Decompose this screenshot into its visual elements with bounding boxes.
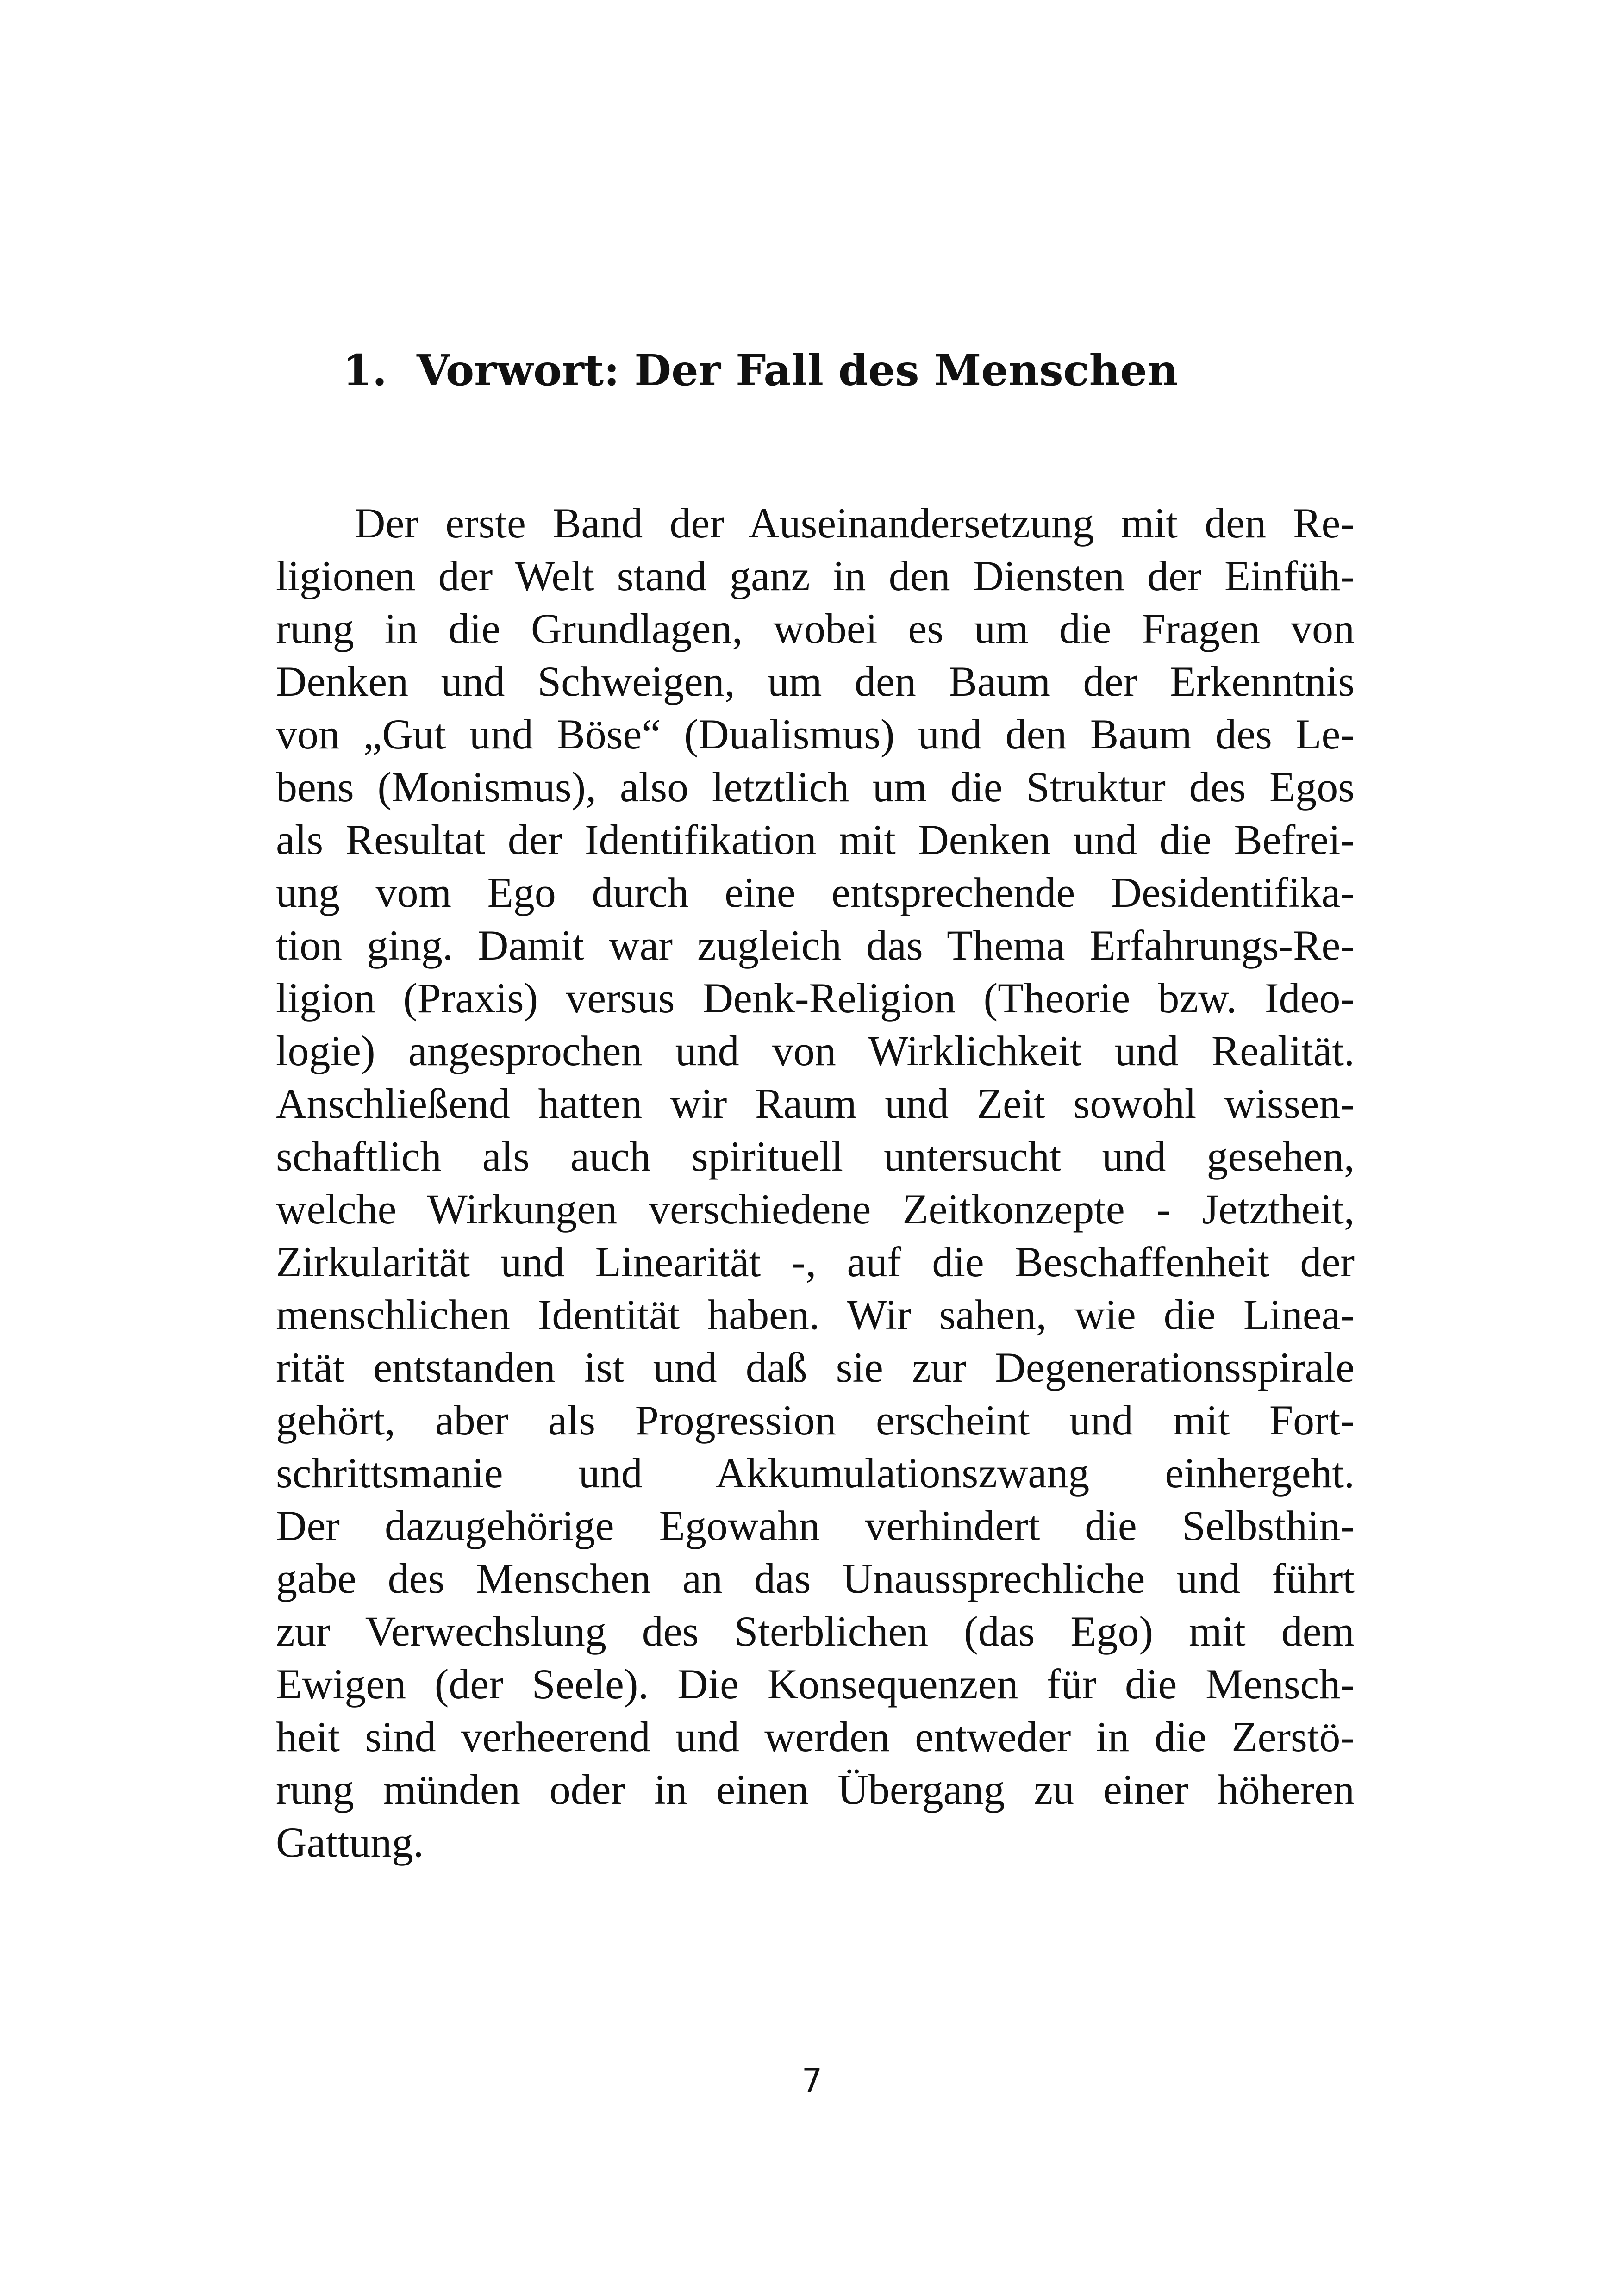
paragraph-line: ligionen der Welt stand ganz in den Diensten der Einfüh- <box>276 552 1355 599</box>
chapter-heading <box>343 324 1454 417</box>
paragraph-line: Zirkularität und Linearität -, auf die Beschaffenheit der <box>276 1238 1355 1285</box>
paragraph-line: menschlichen Identität haben. Wir sahen, wie die Linea- <box>276 1291 1355 1338</box>
paragraph-line: zur Verwechslung des Sterblichen (das Ego) mit dem <box>276 1608 1355 1655</box>
paragraph-line: ung vom Ego durch eine entsprechende Desidentifika- <box>276 869 1355 916</box>
paragraph-line: gehört, aber als Progression erscheint und mit Fort- <box>276 1397 1355 1444</box>
paragraph-line: Gattung. <box>276 1819 424 1866</box>
paragraph-line: heit sind verheerend und werden entweder in die Zerstö- <box>276 1713 1355 1760</box>
paragraph-line: Ewigen (der Seele). Die Konsequenzen für die Mensch- <box>276 1660 1355 1708</box>
paragraph-line: gabe des Menschen an das Unaussprechliche und führt <box>276 1555 1355 1602</box>
paragraph-line: schaftlich als auch spirituell untersucht und gesehen, <box>276 1133 1355 1180</box>
paragraph-line: Anschließend hatten wir Raum und Zeit sowohl wissen- <box>276 1080 1355 1127</box>
paragraph-line: ligion (Praxis) versus Denk-Religion (Theorie bzw. Ideo- <box>276 974 1355 1022</box>
page-number: 7 <box>801 2062 823 2100</box>
chapter-number: 1. <box>343 345 387 395</box>
paragraph-line: welche Wirkungen verschiedene Zeitkonzepte - Jetztheit, <box>276 1185 1355 1233</box>
paragraph-line: rung in die Grundlagen, wobei es um die Fragen von <box>276 605 1355 652</box>
paragraph-line: Denken und Schweigen, um den Baum der Erkenntnis <box>276 658 1355 705</box>
body-paragraph <box>276 497 1355 1869</box>
chapter-title: Vorwort: Der Fall des Menschen <box>417 345 1178 395</box>
paragraph-line: als Resultat der Identifikation mit Denken und die Befrei- <box>276 816 1355 863</box>
paragraph-line: bens (Monismus), also letztlich um die Struktur des Egos <box>276 763 1355 811</box>
paragraph-line: rung münden oder in einen Übergang zu einer höheren <box>276 1766 1355 1813</box>
paragraph-line: rität entstanden ist und daß sie zur Degenerationsspirale <box>276 1344 1355 1391</box>
paragraph-line: tion ging. Damit war zugleich das Thema Erfahrungs-Re- <box>276 922 1355 969</box>
paragraph-line: schrittsmanie und Akkumulationszwang einhergeht. <box>276 1449 1355 1497</box>
paragraph-line: logie) angesprochen und von Wirklichkeit und Realität. <box>276 1027 1355 1074</box>
paragraph-line: Der dazugehörige Egowahn verhindert die Selbsthin- <box>276 1502 1355 1549</box>
paragraph-line: Der erste Band der Auseinandersetzung mit den Re- <box>355 499 1355 547</box>
paragraph-line: von „Gut und Böse“ (Dualismus) und den Baum des Le- <box>276 711 1355 758</box>
